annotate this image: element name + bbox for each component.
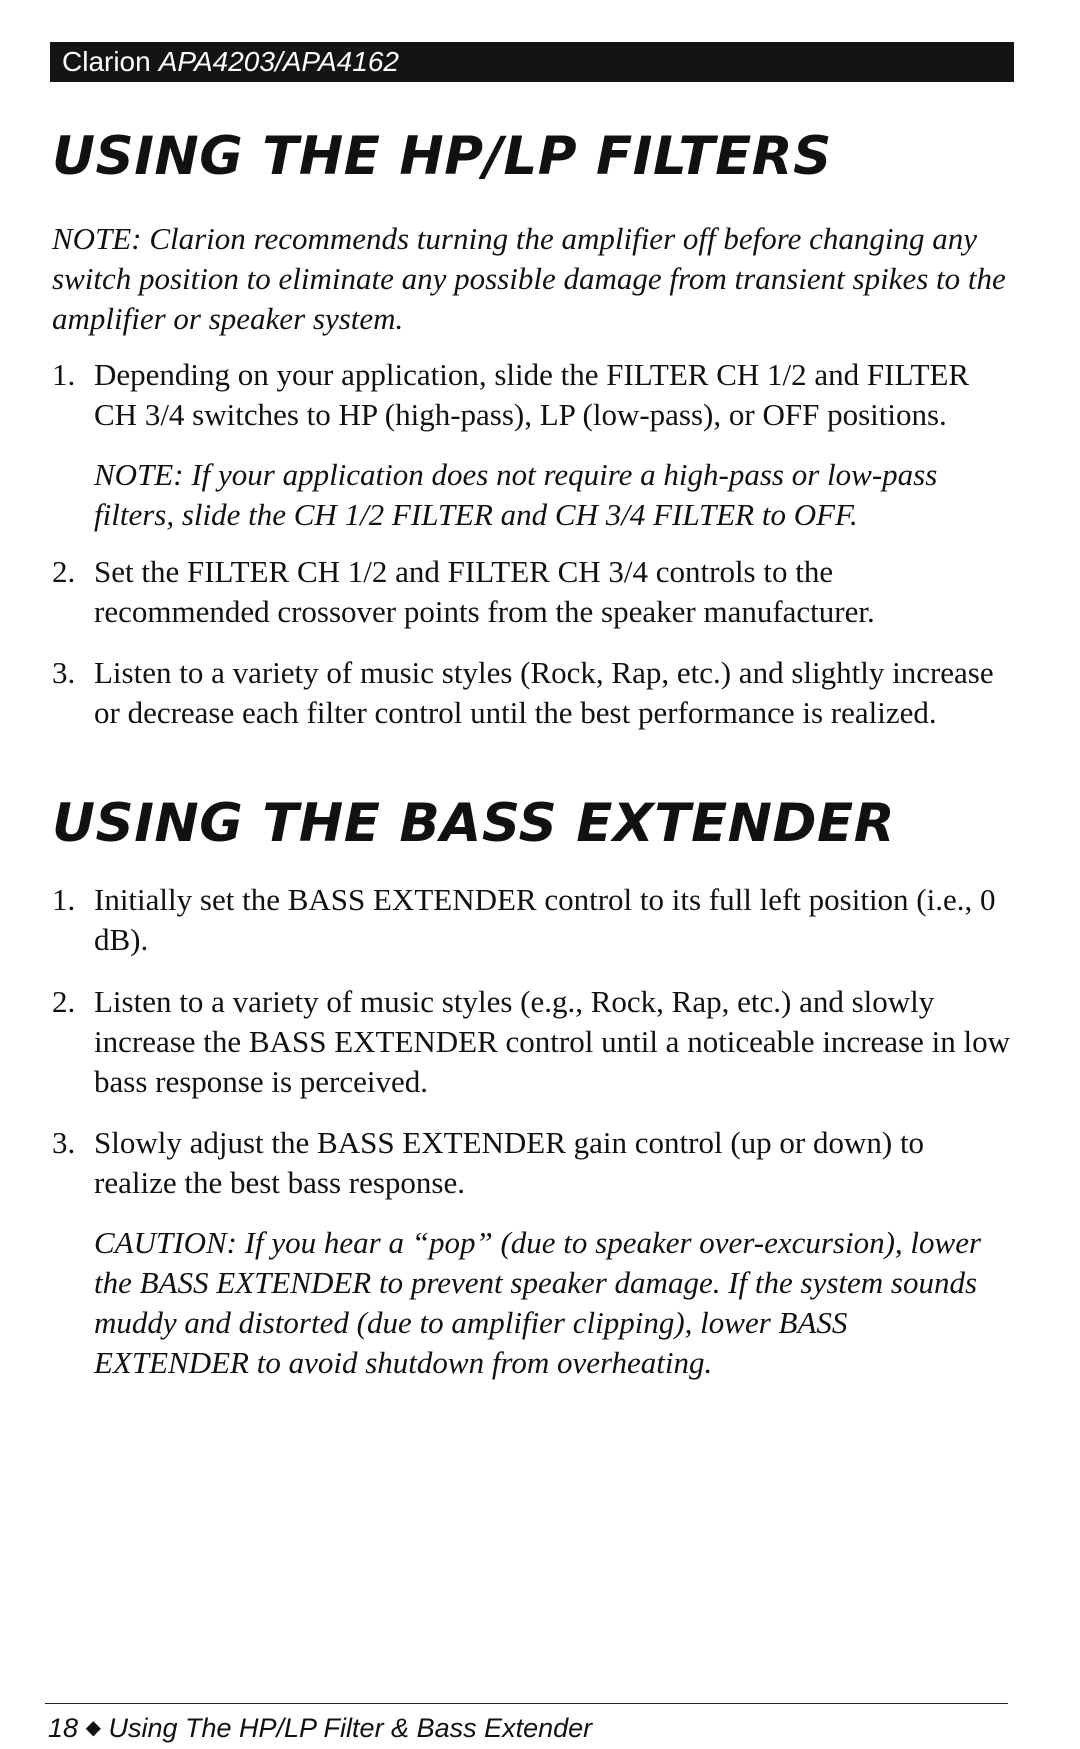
step-number: 3. [52, 1125, 76, 1160]
footer-title: Using The HP/LP Filter & Bass Extender [108, 1713, 593, 1743]
step-number: 2. [52, 984, 76, 1019]
footer-divider [45, 1703, 1008, 1704]
bass-caution-note: CAUTION: If you hear a “pop” (due to speaker over-excursion), lower the BASS EXTENDER to prevent speaker damage. If the system sounds muddy and distorted (due to amplifier clipping), lower BASS EXTENDER to avoid shutdown from overheating. [94, 1225, 982, 1380]
step-text: Initially set the BASS EXTENDER control to its full left position (i.e., 0 dB). [94, 882, 996, 957]
section-title-bass-extender: USING THE BASS EXTENDER [52, 793, 896, 854]
brand-name: Clarion [62, 46, 151, 77]
filters-step-1-note: NOTE: If your application does not require a high-pass or low-pass filters, slide the CH 1/2 FILTER and CH 3/4 FILTER to OFF. [94, 457, 938, 532]
filters-note: NOTE: Clarion recommends turning the amplifier off before changing any switch position to eliminate any possible damage from transient spikes to the amplifier or speaker system. [52, 221, 1006, 336]
bass-step-2 [52, 982, 1012, 1102]
step-text: Depending on your application, slide the FILTER CH 1/2 and FILTER CH 3/4 switches to HP (high-pass), LP (low-pass), or OFF positions. [94, 357, 970, 432]
step-text: Slowly adjust the BASS EXTENDER gain control (up or down) to realize the best bass response. [94, 1125, 925, 1200]
bass-step-3 [52, 1123, 1012, 1203]
bass-step-1 [52, 880, 1012, 960]
step-number: 3. [52, 655, 76, 690]
filters-step-2 [52, 552, 1012, 632]
step-text: Listen to a variety of music styles (e.g., Rock, Rap, etc.) and slowly increase the BASS EXTENDER control until a noticeable increase in low bass response is perceived. [94, 984, 1010, 1099]
step-text: Listen to a variety of music styles (Rock, Rap, etc.) and slightly increase or decrease each filter control until the best performance is realized. [94, 655, 994, 730]
step-text: Set the FILTER CH 1/2 and FILTER CH 3/4 controls to the recommended crossover points from the speaker manufacturer. [94, 554, 875, 629]
section-title-filters: USING THE HP/LP FILTERS [52, 126, 832, 187]
step-number: 1. [52, 357, 76, 392]
page-number: 18 [48, 1713, 79, 1743]
diamond-separator-icon: ◆ [85, 1717, 101, 1739]
model-number: APA4203/APA4162 [158, 46, 399, 77]
step-number: 2. [52, 554, 76, 589]
step-number: 1. [52, 882, 76, 917]
filters-step-3 [52, 653, 1012, 733]
page-header-bar [50, 42, 1014, 82]
page-footer [48, 1713, 592, 1744]
filters-step-1 [52, 355, 1012, 435]
